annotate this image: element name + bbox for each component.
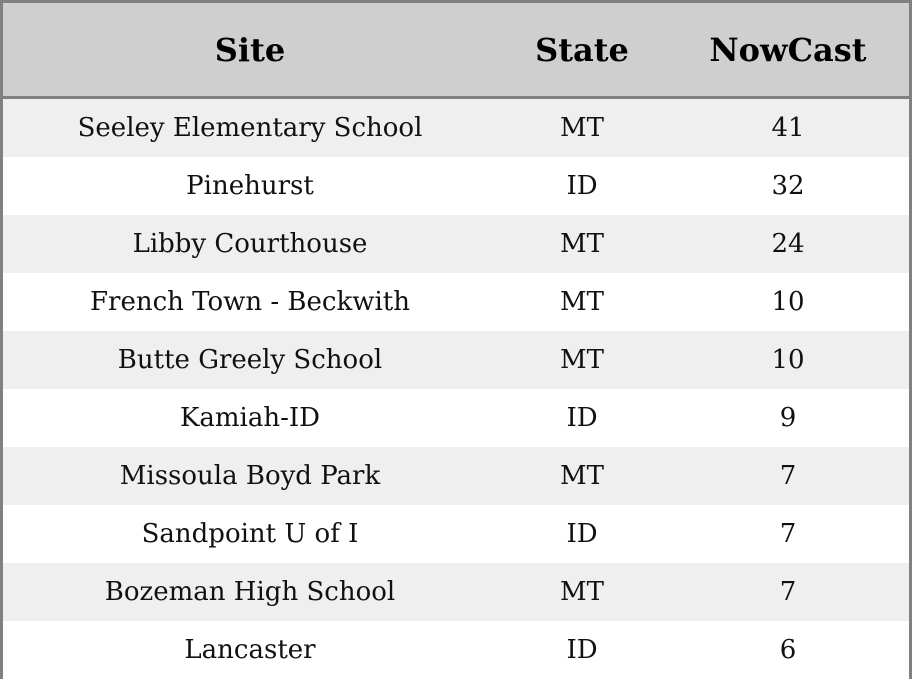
site-cell: Libby Courthouse [3, 215, 497, 273]
site-cell: Butte Greely School [3, 331, 497, 389]
state-cell: MT [497, 331, 667, 389]
nowcast-cell: 41 [667, 98, 909, 158]
state-cell: MT [497, 215, 667, 273]
nowcast-cell: 7 [667, 505, 909, 563]
nowcast-cell: 24 [667, 215, 909, 273]
table-row [3, 273, 909, 331]
table-row [3, 215, 909, 273]
table-row [3, 563, 909, 621]
site-cell: Seeley Elementary School [3, 98, 497, 158]
table-body [3, 98, 909, 679]
nowcast-cell: 10 [667, 331, 909, 389]
table-row [3, 447, 909, 505]
nowcast-table [3, 3, 909, 679]
state-cell: ID [497, 389, 667, 447]
nowcast-cell: 10 [667, 273, 909, 331]
table-row [3, 389, 909, 447]
site-cell: Kamiah-ID [3, 389, 497, 447]
table-row [3, 157, 909, 215]
column-header-site: Site [3, 3, 497, 98]
nowcast-cell: 7 [667, 447, 909, 505]
state-cell: ID [497, 621, 667, 679]
site-cell: Pinehurst [3, 157, 497, 215]
table-row [3, 98, 909, 158]
state-cell: MT [497, 98, 667, 158]
site-cell: French Town - Beckwith [3, 273, 497, 331]
site-cell: Bozeman High School [3, 563, 497, 621]
column-header-state: State [497, 3, 667, 98]
state-cell: MT [497, 563, 667, 621]
column-header-nowcast: NowCast [667, 3, 909, 98]
nowcast-cell: 6 [667, 621, 909, 679]
table-header [3, 3, 909, 98]
state-cell: MT [497, 273, 667, 331]
site-cell: Sandpoint U of I [3, 505, 497, 563]
site-cell: Missoula Boyd Park [3, 447, 497, 505]
table-row [3, 621, 909, 679]
nowcast-cell: 9 [667, 389, 909, 447]
state-cell: ID [497, 157, 667, 215]
nowcast-cell: 7 [667, 563, 909, 621]
table-row [3, 505, 909, 563]
table-row [3, 331, 909, 389]
nowcast-cell: 32 [667, 157, 909, 215]
state-cell: ID [497, 505, 667, 563]
state-cell: MT [497, 447, 667, 505]
header-row [3, 3, 909, 98]
site-cell: Lancaster [3, 621, 497, 679]
